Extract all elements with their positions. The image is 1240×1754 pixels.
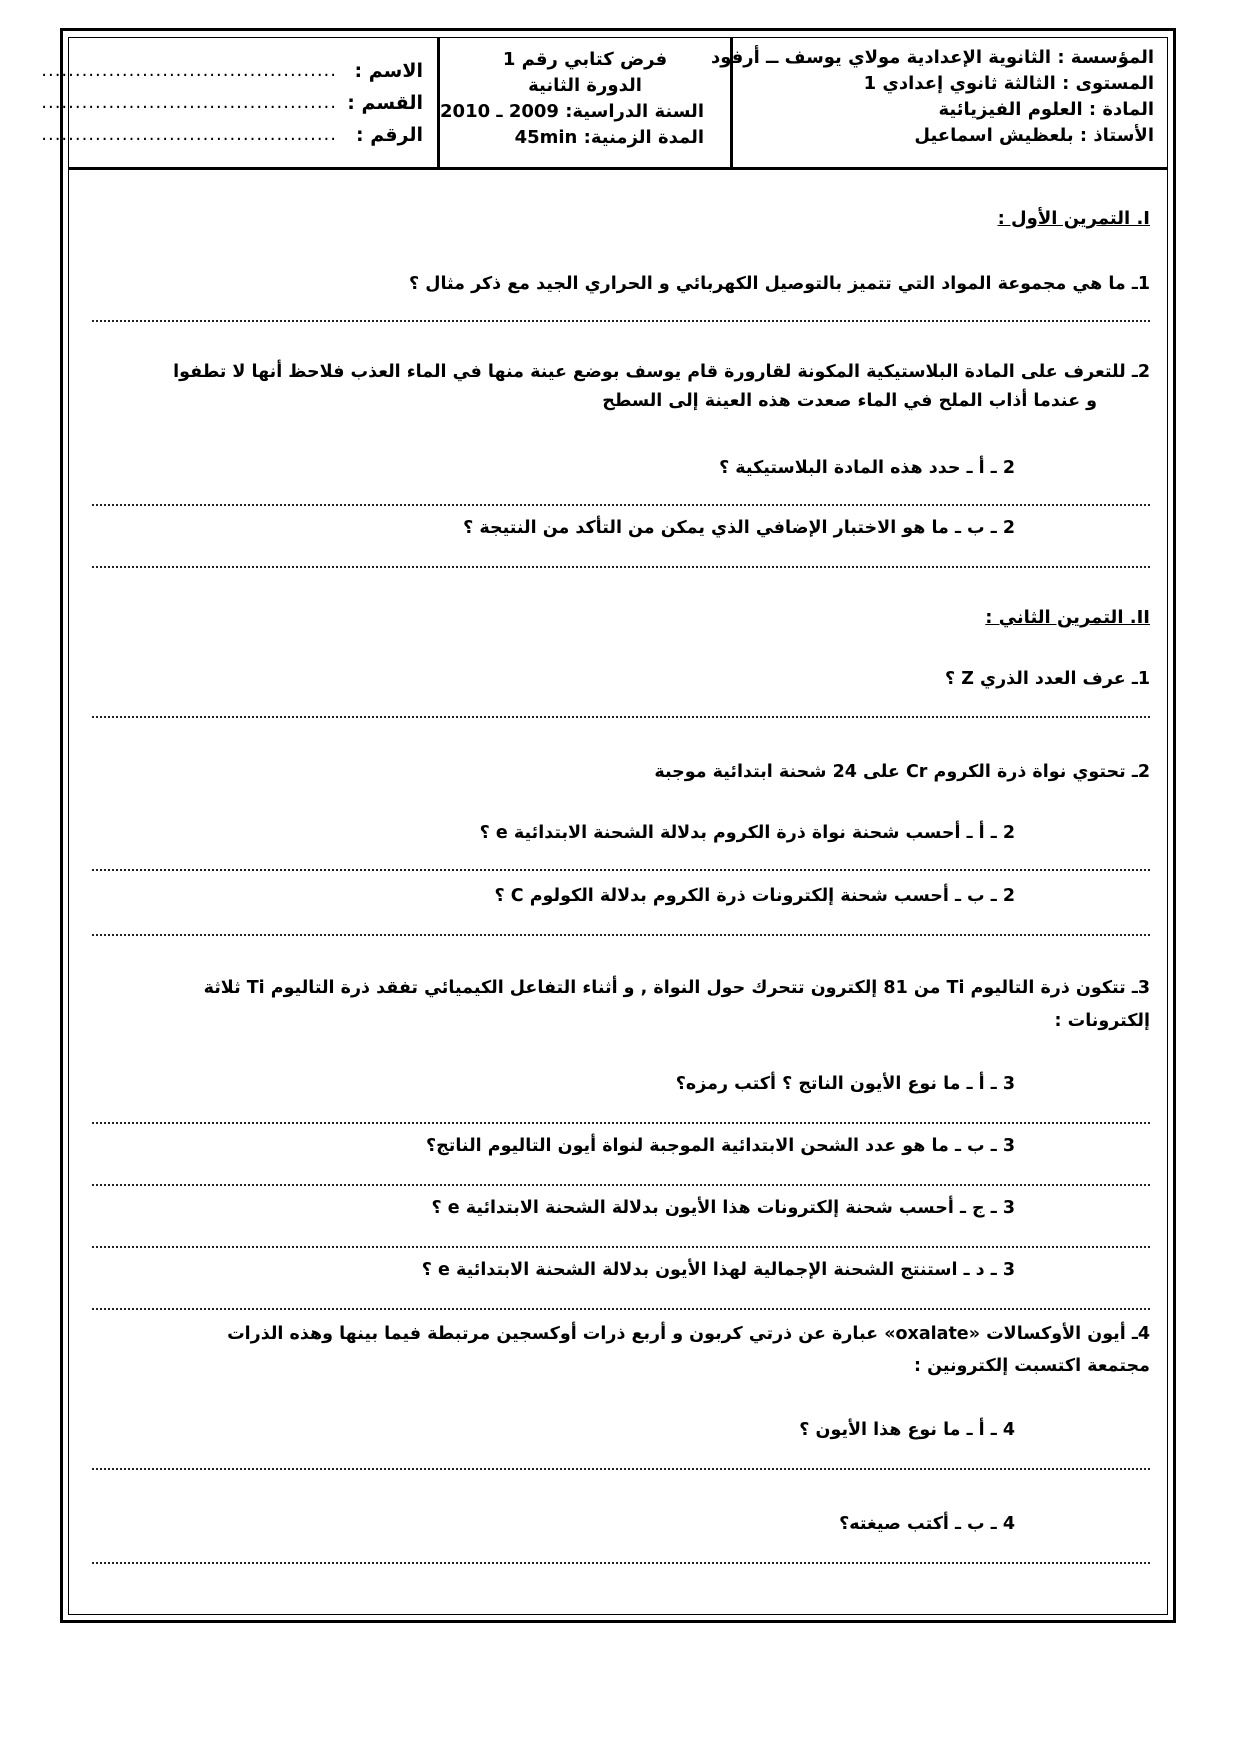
name-row <box>41 55 423 87</box>
answer-line[interactable] <box>92 1122 1150 1124</box>
ex2-q3a: 3 ـ أ ـ ما نوع الأيون الناتج ؟ أكتب رمزه؟ <box>675 1074 1015 1094</box>
number-row <box>41 119 423 151</box>
ex2-q2a: 2 ـ أ ـ أحسب شحنة نواة ذرة الكروم بدلالة الشحنة الابتدائية e ؟ <box>479 823 1015 843</box>
ex1-q2-line1: 2ـ للتعرف على المادة البلاستيكية المكونة لقارورة قام يوسف بوضع عينة منها في الماء العذب فلاحظ أنها لا تطفوا <box>173 362 1150 382</box>
answer-line[interactable] <box>92 1562 1150 1564</box>
answer-line[interactable] <box>92 1246 1150 1248</box>
school-info-cell <box>710 37 1168 167</box>
teacher: الأستاذ : بلعظيش اسماعيل <box>914 125 1154 146</box>
ex2-q3-line1: 3ـ تتكون ذرة التاليوم Ti من 81 إلكترون تتحرك حول النواة , و أثناء التفاعل الكيميائي تفقد ذرة التاليوم Ti ثلاثة <box>203 978 1150 998</box>
ex2-q2b: 2 ـ ب ـ أحسب شحنة إلكترونات ذرة الكروم بدلالة الكولوم C ؟ <box>494 886 1015 906</box>
answer-line[interactable] <box>92 869 1150 871</box>
subject: المادة : العلوم الفيزيائية <box>938 99 1154 120</box>
number-field[interactable]: ............................................ <box>41 124 338 145</box>
ex1-q1: 1ـ ما هي مجموعة المواد التي تتميز بالتوصيل الكهربائي و الحراري الجيد مع ذكر مثال ؟ <box>409 274 1150 294</box>
level: المستوى : الثالثة ثانوي إعدادي 1 <box>863 73 1154 94</box>
exercise1-title: I. التمرين الأول : <box>997 208 1150 229</box>
answer-line[interactable] <box>92 504 1150 506</box>
school-name: المؤسسة : الثانوية الإعدادية مولاي يوسف ــ أرفود <box>710 47 1154 68</box>
answer-line[interactable] <box>92 1184 1150 1186</box>
exercise2-title: II. التمرين الثاني : <box>985 607 1150 628</box>
ex2-q4b: 4 ـ ب ـ أكتب صيغته؟ <box>839 1514 1015 1534</box>
ex1-q2-line2: و عندما أذاب الملح في الماء صعدت هذه العينة إلى السطح <box>602 391 1097 411</box>
exam-title: فرض كتابي رقم 1 <box>502 49 668 70</box>
ex2-q4-line2: مجتمعة اكتسبت إلكترونين : <box>913 1356 1150 1376</box>
semester: الدورة الثانية <box>528 75 642 96</box>
answer-line[interactable] <box>92 566 1150 568</box>
ex2-q3d: 3 ـ د ـ استنتج الشحنة الإجمالية لهذا الأيون بدلالة الشحنة الابتدائية e ؟ <box>421 1260 1015 1280</box>
ex2-q1: 1ـ عرف العدد الذري Z ؟ <box>945 669 1150 689</box>
ex1-q2a: 2 ـ أ ـ حدد هذه المادة البلاستيكية ؟ <box>719 458 1015 478</box>
class-field[interactable]: ............................................ <box>41 92 338 113</box>
ex2-q3-line2: إلكترونات : <box>1054 1011 1150 1031</box>
duration: المدة الزمنية: 45min <box>514 127 704 148</box>
name-label: الاسم : <box>354 60 424 82</box>
school-year: السنة الدراسية: 2009 ـ 2010 <box>440 101 704 122</box>
answer-line[interactable] <box>92 1308 1150 1310</box>
exam-header <box>41 37 1168 170</box>
ex2-q4-line1: 4ـ أيون الأوكسالات «oxalate» عبارة عن ذرتي كربون و أربع ذرات أوكسجين مرتبطة فيما بينها وهذه الذرات <box>227 1324 1150 1344</box>
number-label: الرقم : <box>355 124 424 146</box>
answer-line[interactable] <box>92 716 1150 718</box>
answer-line[interactable] <box>92 934 1150 936</box>
class-label: القسم : <box>347 92 424 114</box>
ex2-q2: 2ـ تحتوي نواة ذرة الكروم Cr على 24 شحنة ابتدائية موجبة <box>654 762 1150 782</box>
ex2-q4a: 4 ـ أ ـ ما نوع هذا الأيون ؟ <box>799 1420 1015 1440</box>
name-field[interactable]: ............................................ <box>41 60 338 81</box>
ex2-q3c: 3 ـ ج ـ أحسب شحنة إلكترونات هذا الأيون بدلالة الشحنة الابتدائية e ؟ <box>431 1198 1015 1218</box>
class-row <box>41 87 423 119</box>
ex2-q3b: 3 ـ ب ـ ما هو عدد الشحن الابتدائية الموجبة لنواة أيون التاليوم الناتج؟ <box>426 1136 1015 1156</box>
exam-info-cell <box>437 37 730 167</box>
ex1-q2b: 2 ـ ب ـ ما هو الاختبار الإضافي الذي يمكن من التأكد من النتيجة ؟ <box>463 518 1015 538</box>
answer-line[interactable] <box>92 320 1150 322</box>
student-info-cell <box>31 37 437 167</box>
answer-line[interactable] <box>92 1468 1150 1470</box>
